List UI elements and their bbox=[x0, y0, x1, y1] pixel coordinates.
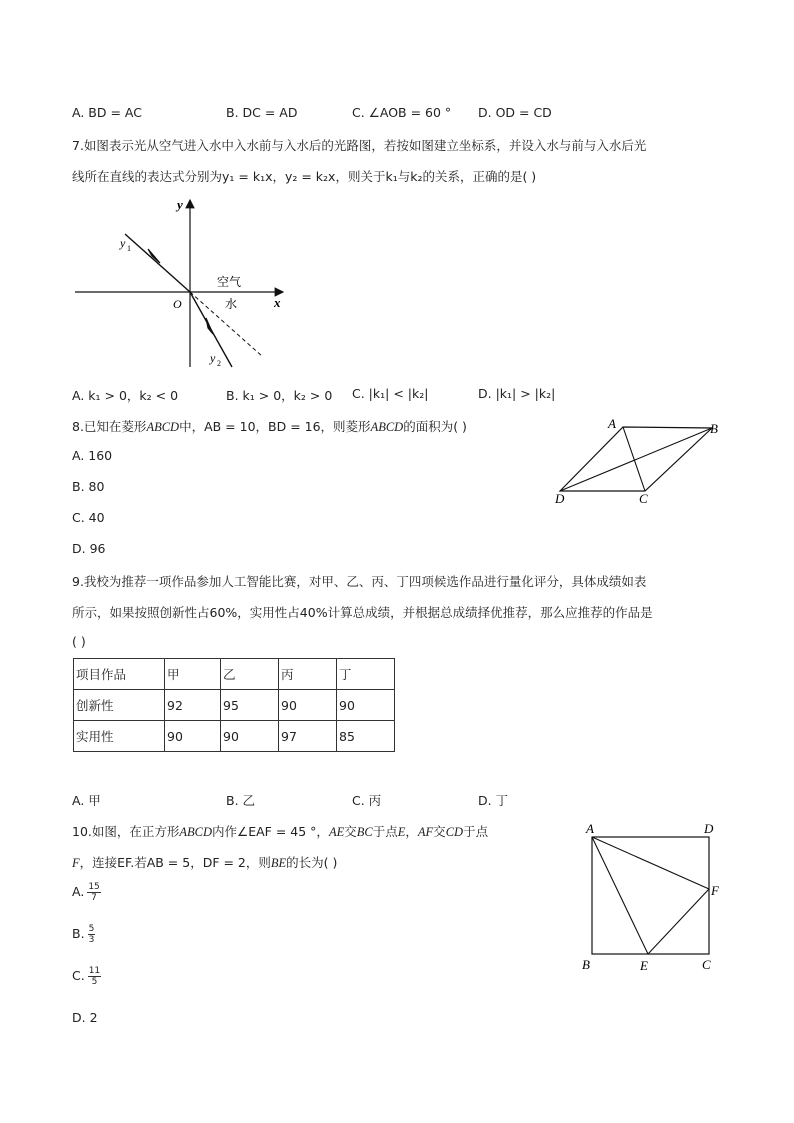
table-header-cell: 甲 bbox=[165, 659, 221, 690]
q7-stem-line1: 7.如图表示光从空气进入水中入水前与入水后的光路图，若按如图建立坐标系，并设入水与前与入水后光 bbox=[72, 138, 647, 153]
q8-option-d: D. 96 bbox=[72, 541, 106, 556]
q7-option-c: C. |k₁| < |k₂| bbox=[352, 386, 429, 401]
table-header-cell: 项目作品 bbox=[74, 659, 165, 690]
vertex-a-label: A bbox=[608, 416, 616, 431]
x-axis-label: x bbox=[274, 295, 281, 310]
q10-option-d: D. 2 bbox=[72, 1010, 98, 1025]
fraction-numerator: 5 bbox=[88, 924, 95, 934]
table-cell: 90 bbox=[279, 690, 337, 721]
table-header-cell: 乙 bbox=[221, 659, 279, 690]
q10-option-c bbox=[72, 966, 101, 987]
q10-stem-part: 于点 bbox=[372, 824, 398, 839]
ray1-subscript: 1 bbox=[127, 244, 131, 253]
table-header-cell: 丙 bbox=[279, 659, 337, 690]
ray2-label: y bbox=[210, 351, 216, 365]
table-header-cell: 丁 bbox=[337, 659, 395, 690]
option-prefix: B. bbox=[72, 926, 85, 941]
segment-ef bbox=[648, 889, 709, 954]
ray2-subscript: 2 bbox=[217, 359, 221, 368]
table-cell: 97 bbox=[279, 721, 337, 752]
q6-option-d: D. OD = CD bbox=[478, 105, 552, 120]
water-label: 水 bbox=[225, 297, 238, 311]
q9-stem-line3: ( ) bbox=[72, 634, 86, 649]
q10-stem-math: BC bbox=[356, 825, 373, 839]
q10-stem-math: CD bbox=[445, 825, 464, 839]
q10-stem-part: ，连接EF.若AB = 5，DF = 2，则 bbox=[79, 855, 271, 870]
q8-stem bbox=[72, 417, 467, 435]
q9-stem-line2: 所示，如果按照创新性占60%，实用性占40%计算总成绩，并根据总成绩择优推荐，那么应推荐的作品是 bbox=[72, 605, 653, 620]
point-e-label: E bbox=[640, 958, 648, 973]
table-cell: 实用性 bbox=[74, 721, 165, 752]
vertex-c-label: C bbox=[639, 491, 648, 506]
table-cell: 创新性 bbox=[74, 690, 165, 721]
q10-stem-part: 交 bbox=[344, 824, 357, 839]
incident-ray bbox=[125, 234, 190, 292]
fraction bbox=[88, 966, 101, 987]
vertex-d-label: D bbox=[704, 821, 714, 836]
vertex-c-label: C bbox=[702, 957, 711, 972]
q8-stem-math: ABCD bbox=[146, 420, 180, 434]
option-prefix: C. bbox=[72, 968, 85, 983]
q8-stem-math: ABCD bbox=[370, 420, 404, 434]
fraction bbox=[87, 882, 100, 903]
diagonal-bd bbox=[560, 428, 712, 491]
q8-stem-part: 中，AB = 10，BD = 16，则菱形 bbox=[179, 419, 371, 434]
fraction-denominator: 3 bbox=[88, 935, 95, 945]
q8-stem-part: 的面积为( ) bbox=[403, 419, 467, 434]
q9-option-d: D. 丁 bbox=[478, 793, 509, 808]
q10-stem-part: ， bbox=[405, 824, 418, 839]
q10-option-b bbox=[72, 924, 95, 945]
q9-option-b: B. 乙 bbox=[226, 793, 256, 808]
q8-option-c: C. 40 bbox=[72, 510, 105, 525]
table-row bbox=[74, 690, 395, 721]
q10-stem-math: AF bbox=[417, 825, 434, 839]
fraction bbox=[88, 924, 96, 945]
q10-stem-math: F bbox=[72, 856, 80, 870]
q10-stem-part: 于点 bbox=[463, 824, 489, 839]
fraction-numerator: 15 bbox=[88, 882, 100, 892]
q8-option-b: B. 80 bbox=[72, 479, 105, 494]
score-table bbox=[73, 658, 395, 752]
q8-stem-part: 8.已知在菱形 bbox=[72, 419, 147, 434]
q9-option-a: A. 甲 bbox=[72, 793, 101, 808]
q10-stem-part: 内作∠EAF = 45 °， bbox=[212, 824, 329, 839]
q10-stem-part: 的长为( ) bbox=[286, 855, 338, 870]
table-cell: 85 bbox=[337, 721, 395, 752]
fraction-denominator: 5 bbox=[91, 977, 98, 987]
q10-stem-line2 bbox=[72, 853, 337, 871]
q10-stem-line1 bbox=[72, 822, 488, 840]
q7-figure bbox=[70, 192, 290, 372]
y-axis-label: y bbox=[177, 197, 183, 212]
vertex-d-label: D bbox=[555, 491, 565, 506]
q6-option-b: B. DC = AD bbox=[226, 105, 298, 120]
table-row bbox=[74, 721, 395, 752]
q9-stem-line1: 9.我校为推荐一项作品参加人工智能比赛，对甲、乙、丙、丁四项候选作品进行量化评分，具体成绩如表 bbox=[72, 574, 647, 589]
q10-stem-part: 交 bbox=[433, 824, 446, 839]
ray1-label: y bbox=[120, 236, 126, 250]
q7-option-b: B. k₁ > 0，k₂ > 0 bbox=[226, 388, 333, 403]
q7-option-a: A. k₁ > 0，k₂ < 0 bbox=[72, 388, 179, 403]
fraction-numerator: 11 bbox=[88, 966, 101, 976]
vertex-b-label: B bbox=[582, 957, 590, 972]
table-cell: 90 bbox=[221, 721, 279, 752]
q8-option-a: A. 160 bbox=[72, 448, 113, 463]
q10-stem-math: ABCD bbox=[179, 825, 213, 839]
q7-stem-line2: 线所在直线的表达式分别为y₁ = k₁x，y₂ = k₂x，则关于k₁与k₂的关系，正确的是( ) bbox=[72, 169, 537, 184]
q10-stem-math: BE bbox=[270, 856, 287, 870]
q10-option-a bbox=[72, 882, 101, 903]
q8-rhombus-figure bbox=[550, 415, 730, 510]
segment-ae bbox=[592, 837, 648, 954]
q7-option-d: D. |k₁| > |k₂| bbox=[478, 386, 556, 401]
q10-stem-math: E bbox=[397, 825, 406, 839]
vertex-b-label: B bbox=[710, 421, 718, 436]
table-cell: 92 bbox=[165, 690, 221, 721]
vertex-a-label: A bbox=[586, 821, 594, 836]
point-f-label: F bbox=[711, 883, 719, 898]
square-outline bbox=[592, 837, 709, 954]
segment-af bbox=[592, 837, 709, 889]
fraction-denominator: 7 bbox=[91, 893, 97, 903]
q6-option-c: C. ∠AOB = 60 ° bbox=[352, 105, 452, 120]
refracted-arrow-icon bbox=[206, 318, 213, 334]
q10-stem-math: AE bbox=[328, 825, 345, 839]
table-header-row bbox=[74, 659, 395, 690]
table-cell: 90 bbox=[165, 721, 221, 752]
diagonal-ac bbox=[623, 427, 645, 491]
q10-square-figure bbox=[575, 820, 735, 980]
q6-option-a: A. BD = AC bbox=[72, 105, 142, 120]
air-label: 空气 bbox=[217, 275, 242, 289]
origin-label: O bbox=[173, 297, 182, 311]
table-cell: 95 bbox=[221, 690, 279, 721]
table-cell: 90 bbox=[337, 690, 395, 721]
q9-option-c: C. 丙 bbox=[352, 793, 382, 808]
option-prefix: A. bbox=[72, 884, 85, 899]
q10-stem-part: 10.如图，在正方形 bbox=[72, 824, 180, 839]
